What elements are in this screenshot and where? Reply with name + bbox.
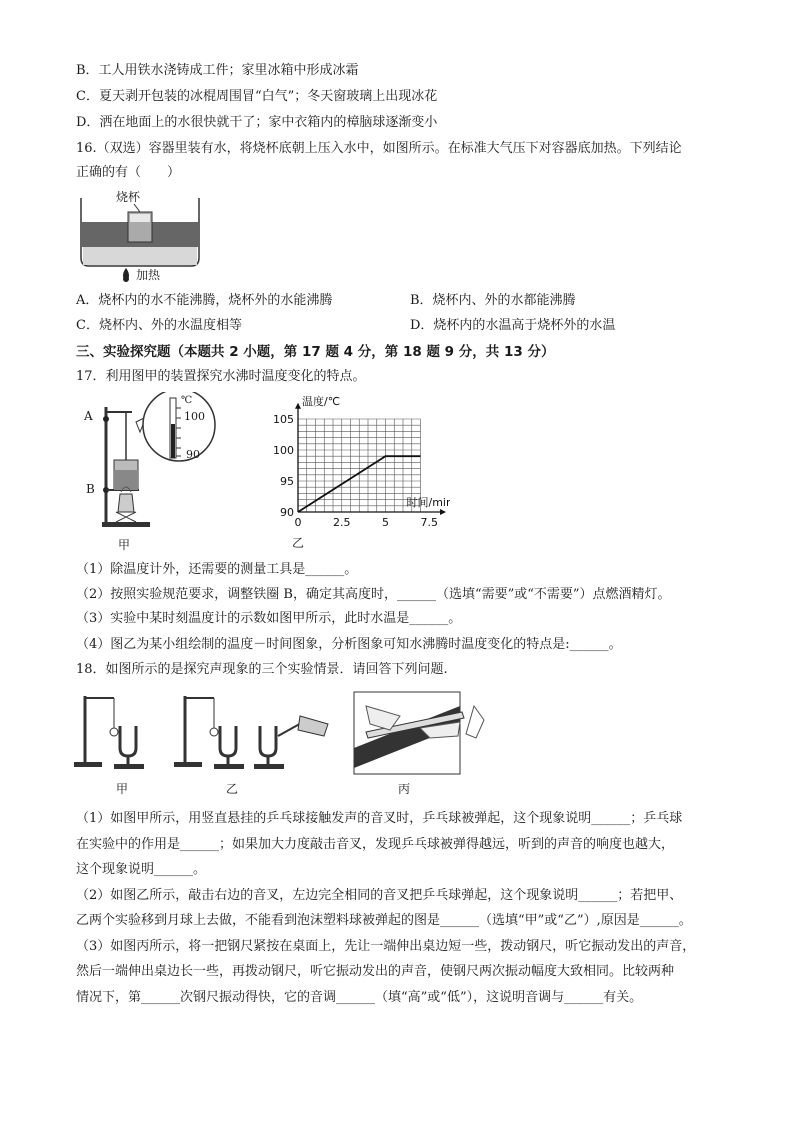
q16-stem-line1: 16.（双选）容器里装有水，将烧杯底朝上压入水中，如图所示。在标准大气压下对容器底加热。下列结论	[76, 141, 682, 156]
q16-option-d: D．烧杯内的水温高于烧杯外的水温	[410, 318, 616, 333]
q16-option-b: B．烧杯内、外的水都能沸腾	[410, 293, 576, 308]
q17-thermo-90: 90	[186, 448, 200, 461]
q16-option-c: C．烧杯内、外的水温度相等	[76, 318, 242, 333]
q18-part2-line1: （2）如图乙所示，敲击右边的音叉，左边完全相同的音叉把乒乓球弹起，这个现象说明______；若把甲、	[76, 888, 683, 903]
y-tick-label: 105	[273, 413, 294, 426]
q17-stem: 17．利用图甲的装置探究水沸时温度变化的特点。	[76, 369, 366, 384]
q18-part1-line3: 这个现象说明______。	[76, 862, 207, 877]
q18-part1-line1: （1）如图甲所示，用竖直悬挂的乒乓球接触发声的音叉时，乒乓球被弹起，这个现象说明______；乒乓球	[76, 811, 683, 826]
y-axis-label: 温度/℃	[302, 394, 341, 408]
y-tick-label: 90	[280, 506, 294, 519]
q18-part3-line2: 然后一端伸出桌边长一些，再拨动钢尺，听它振动发出的声音，使钢尺两次振动幅度大致相同。比较两种	[76, 964, 675, 979]
q16-stem-line2: 正确的有（ ）	[76, 165, 181, 180]
q15-option-b: B．工人用铁水浇铸成工件；家里冰箱中形成冰霜	[76, 63, 359, 78]
q18-caption-yi: 乙	[226, 782, 239, 796]
q18-stem: 18．如图所示的是探究声现象的三个实验情景．请回答下列问题.	[76, 662, 448, 677]
q17-figure-yi	[270, 392, 450, 552]
y-axis-arrow	[295, 403, 301, 409]
q17-part2: （2）按照实验规范要求，调整铁圈 B，确定其高度时，______（选填“需要”或“不需要”）点燃酒精灯。	[76, 587, 671, 602]
q17-thermo-unit: ℃	[181, 395, 193, 406]
y-tick-label: 100	[273, 444, 294, 457]
x-tick-label: 2.5	[333, 516, 351, 529]
q18-caption-jia: 甲	[116, 782, 129, 796]
q17-part4: （4）图乙为某小组绘制的温度－时间图象，分析图象可知水沸腾时温度变化的特点是:______。	[76, 637, 622, 652]
q17-caption-yi: 乙	[292, 536, 305, 550]
q17-apparatus-drawing	[84, 392, 234, 552]
q15-option-c: C．夏天剥开包装的冰棍周围冒“白气”；冬天窗玻璃上出现冰花	[76, 89, 438, 104]
x-tick-label: 5	[382, 516, 389, 529]
y-tick-label: 95	[280, 475, 294, 488]
q16-heat-label: 加热	[136, 268, 161, 282]
q17-part1: （1）除温度计外，还需要的测量工具是______。	[76, 562, 358, 577]
section-3-heading: 三、实验探究题（本题共 2 小题，第 17 题 4 分，第 18 题 9 分，共 13 分）	[76, 344, 555, 360]
q18-part2-line2: 乙两个实验移到月球上去做，不能看到泡沫塑料球被弹起的图是______（选填“甲”或“乙”）,原因是______。	[76, 913, 692, 928]
x-tick-label: 7.5	[420, 516, 438, 529]
q17-caption-jia: 甲	[118, 538, 131, 552]
q15-option-d: D．洒在地面上的水很快就干了；家中衣箱内的樟脑球逐渐变小	[76, 115, 438, 130]
q17-figure-jia	[84, 392, 234, 552]
temperature-time-chart	[270, 392, 450, 552]
q18-part3-line3: 情况下，第______次钢尺振动得快，它的音调______（填“高”或“低”），这说明音调与______有关。	[76, 990, 643, 1005]
q18-caption-bing: 丙	[398, 782, 411, 796]
q17-thermo-100: 100	[184, 410, 205, 423]
x-axis-label: 时间/min	[406, 496, 450, 509]
q17-label-b: B	[86, 482, 95, 496]
q16-figure	[76, 186, 216, 286]
q17-label-a: A	[84, 409, 93, 423]
q18-figures	[70, 686, 490, 798]
x-tick-label: 0	[294, 516, 302, 529]
q16-option-a: A．烧杯内的水不能沸腾，烧杯外的水能沸腾	[76, 293, 333, 308]
q18-part3-line1: （3）如图丙所示，将一把钢尺紧按在桌面上，先让一端伸出桌边短一些，拨动钢尺，听它振动发出的声音，	[76, 939, 696, 954]
q16-beaker-label: 烧杯	[116, 190, 141, 204]
q18-figures-drawing	[70, 686, 490, 798]
x-axis-arrow	[440, 509, 446, 515]
q18-part1-line2: 在实验中的作用是______；如果加大力度敲击音叉，发现乒乓球被弹得越远，听到的声音的响度也越大，	[76, 837, 675, 852]
q17-part3: （3）实验中某时刻温度计的示数如图甲所示，此时水温是______。	[76, 611, 462, 626]
